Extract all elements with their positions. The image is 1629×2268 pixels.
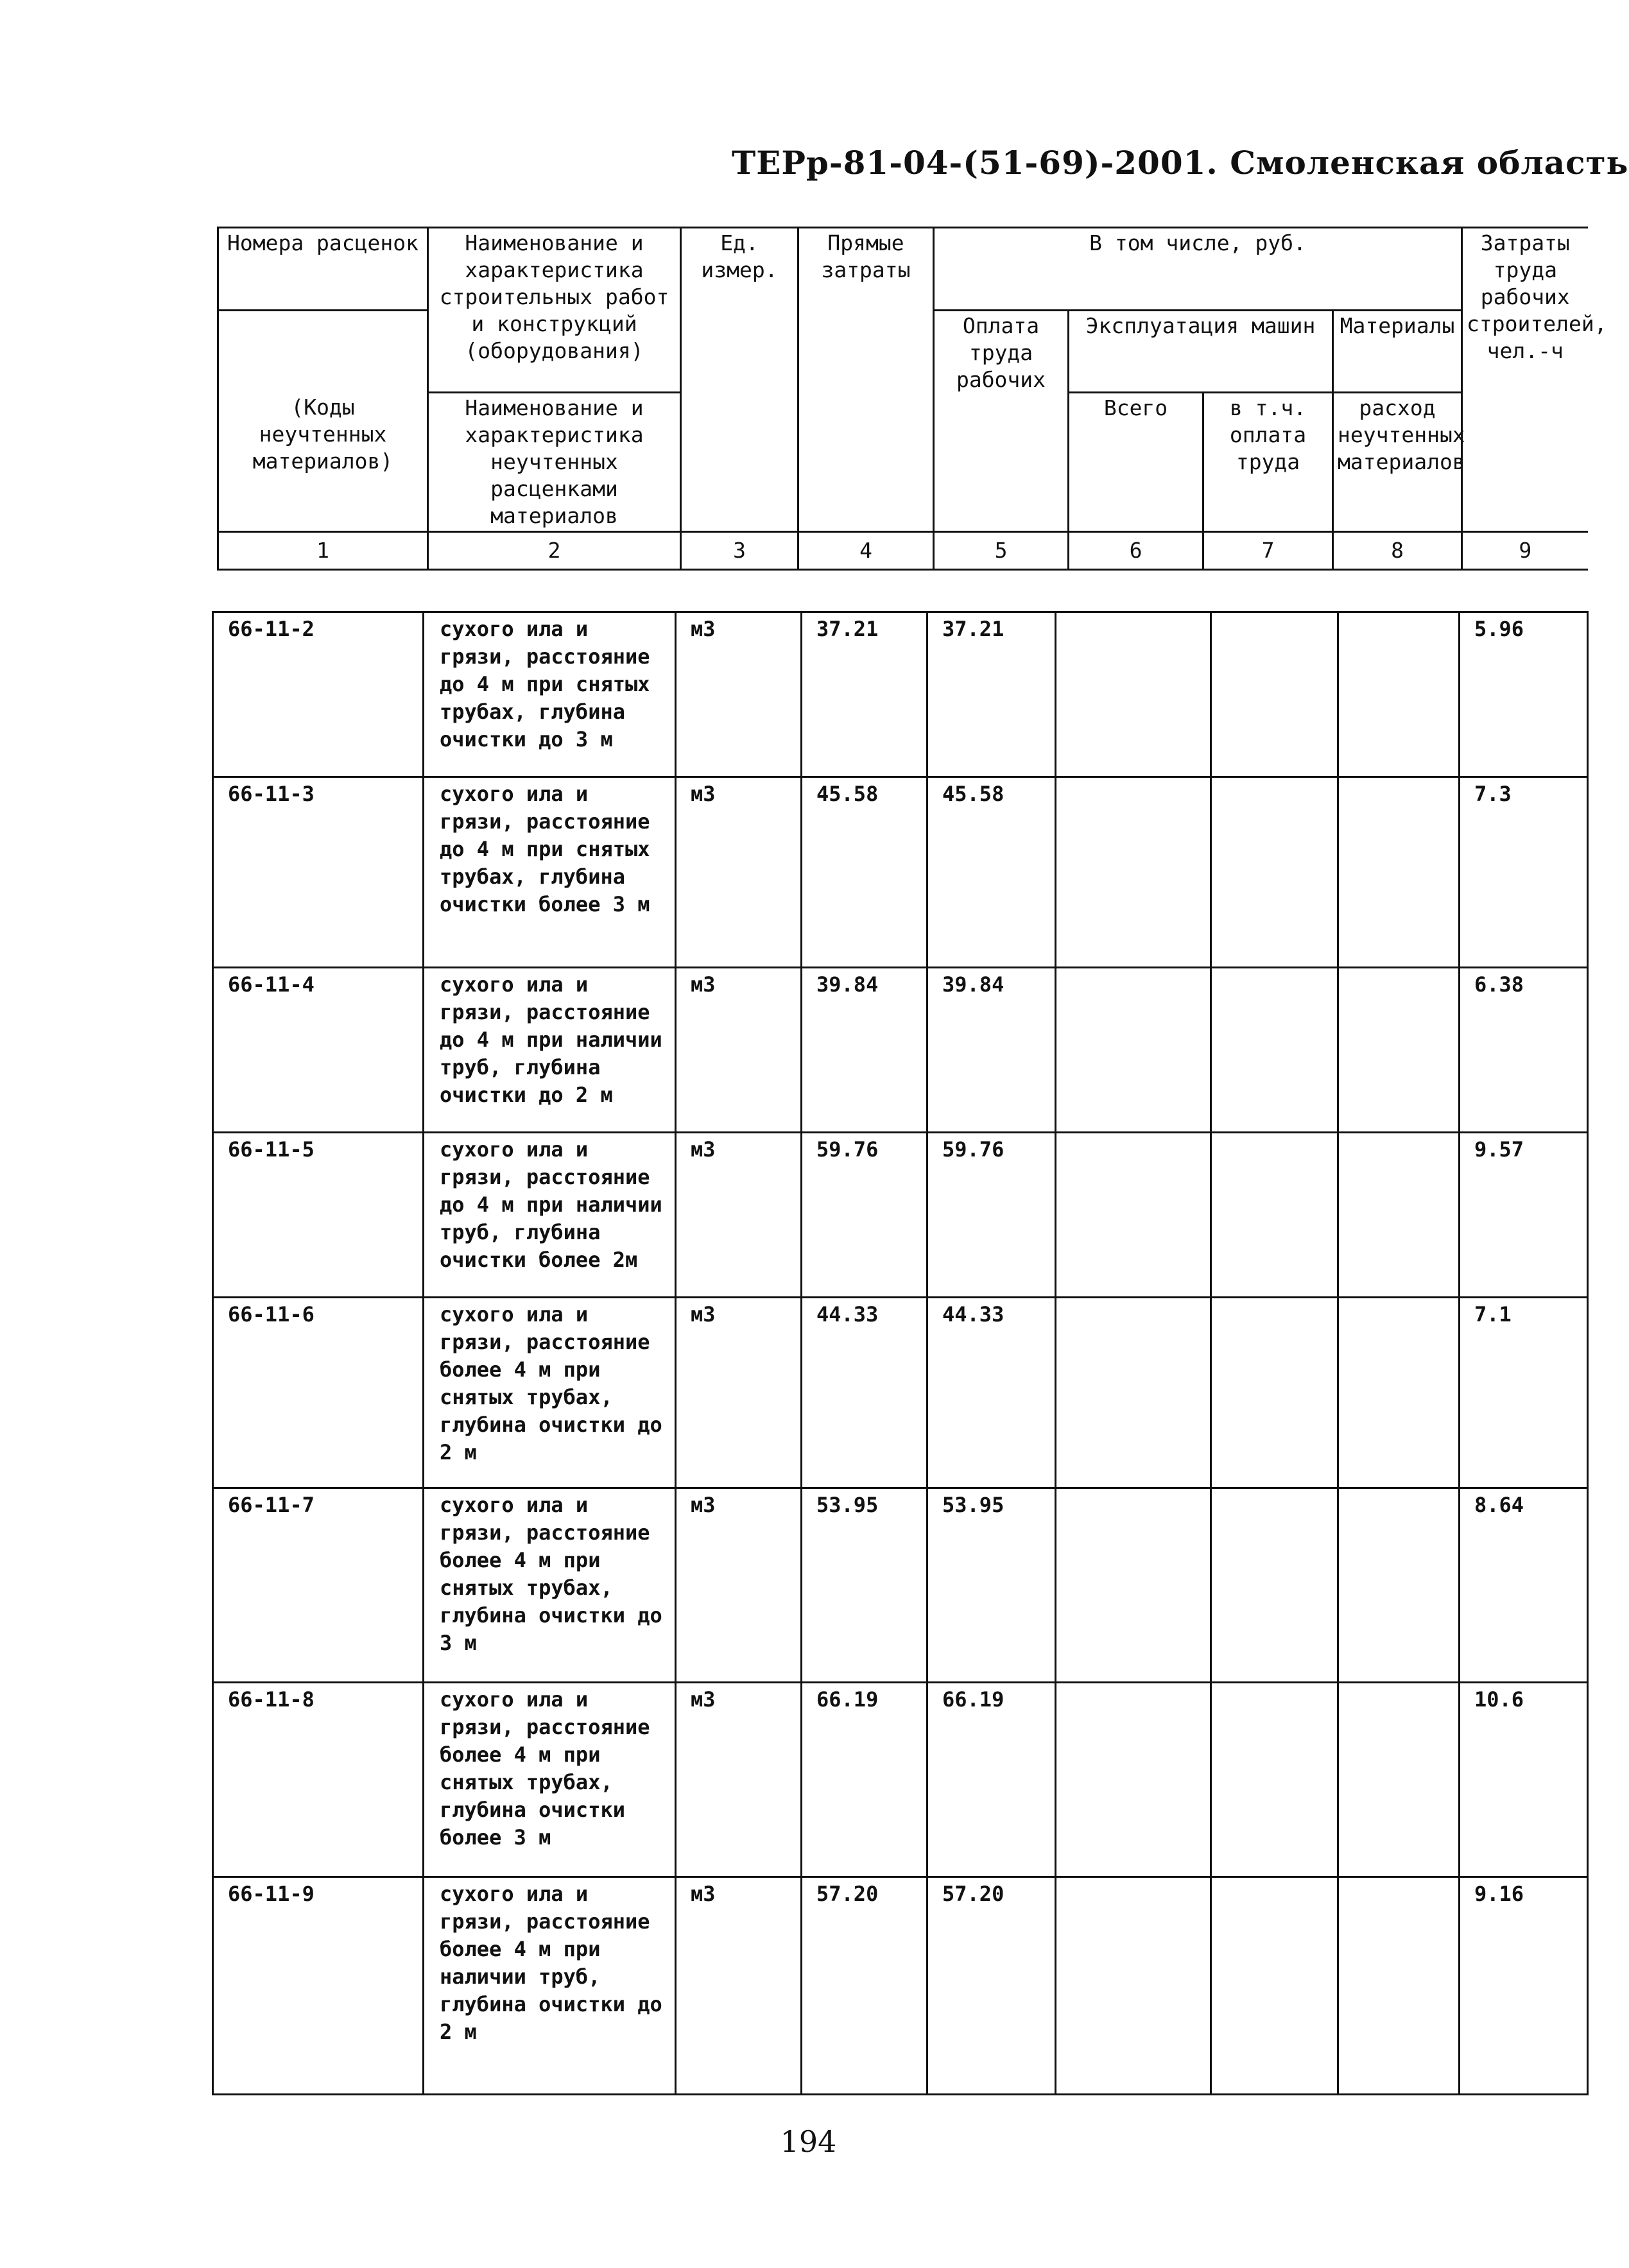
unit-of-measure: м3 bbox=[676, 968, 802, 1133]
machines-total bbox=[1056, 1683, 1211, 1877]
header-col-unaccounted-use: расход неучтенных материалов bbox=[1333, 393, 1462, 532]
machines-wage bbox=[1211, 968, 1338, 1133]
unit-of-measure: м3 bbox=[676, 612, 802, 777]
work-description: сухого ила и грязи, расстояние более 4 м при снятых трубах, глубина очистки до 3 м bbox=[424, 1488, 676, 1683]
labor-hours: 8.64 bbox=[1460, 1488, 1588, 1683]
rate-code: 66-11-7 bbox=[213, 1488, 424, 1683]
labor-wage: 37.21 bbox=[927, 612, 1056, 777]
rate-code: 66-11-9 bbox=[213, 1877, 424, 2095]
labor-wage: 44.33 bbox=[927, 1298, 1056, 1488]
machines-wage bbox=[1211, 1683, 1338, 1877]
column-number: 1 bbox=[218, 532, 428, 570]
labor-wage: 66.19 bbox=[927, 1683, 1056, 1877]
machines-total bbox=[1056, 968, 1211, 1133]
machines-wage bbox=[1211, 612, 1338, 777]
header-col-codes: (Коды неучтенных материалов) bbox=[218, 393, 428, 532]
unit-of-measure: м3 bbox=[676, 1298, 802, 1488]
header-col-machines-total: Всего bbox=[1069, 393, 1203, 532]
rate-code: 66-11-8 bbox=[213, 1683, 424, 1877]
direct-costs: 45.58 bbox=[802, 777, 927, 968]
materials bbox=[1338, 1877, 1460, 2095]
machines-wage bbox=[1211, 1133, 1338, 1298]
machines-total bbox=[1056, 612, 1211, 777]
materials bbox=[1338, 612, 1460, 777]
table-row bbox=[213, 777, 1588, 968]
direct-costs: 39.84 bbox=[802, 968, 927, 1133]
page-number: 194 bbox=[780, 2124, 837, 2159]
header-col-machines-wage: в т.ч. оплата труда bbox=[1203, 393, 1333, 532]
unit-of-measure: м3 bbox=[676, 1133, 802, 1298]
materials bbox=[1338, 968, 1460, 1133]
rate-code: 66-11-5 bbox=[213, 1133, 424, 1298]
header-table bbox=[217, 227, 1607, 571]
materials bbox=[1338, 777, 1460, 968]
labor-hours: 6.38 bbox=[1460, 968, 1588, 1133]
labor-hours: 9.16 bbox=[1460, 1877, 1588, 2095]
table-row bbox=[213, 1488, 1588, 1683]
unit-of-measure: м3 bbox=[676, 1488, 802, 1683]
labor-hours: 10.6 bbox=[1460, 1683, 1588, 1877]
table-row bbox=[213, 1133, 1588, 1298]
work-description: сухого ила и грязи, расстояние до 4 м при снятых трубах, глубина очистки более 3 м bbox=[424, 777, 676, 968]
column-number: 3 bbox=[681, 532, 798, 570]
labor-hours: 9.57 bbox=[1460, 1133, 1588, 1298]
column-number: 4 bbox=[798, 532, 934, 570]
header-col-materials: Материалы bbox=[1333, 311, 1462, 393]
machines-wage bbox=[1211, 777, 1338, 968]
materials bbox=[1338, 1683, 1460, 1877]
direct-costs: 59.76 bbox=[802, 1133, 927, 1298]
direct-costs: 37.21 bbox=[802, 612, 927, 777]
labor-wage: 53.95 bbox=[927, 1488, 1056, 1683]
direct-costs: 53.95 bbox=[802, 1488, 927, 1683]
labor-hours: 7.3 bbox=[1460, 777, 1588, 968]
rate-code: 66-11-6 bbox=[213, 1298, 424, 1488]
rate-code: 66-11-3 bbox=[213, 777, 424, 968]
header-col-labor: Затраты труда рабочих строителей, чел.-ч bbox=[1462, 228, 1588, 532]
header-col-numbers: Номера расценок bbox=[218, 228, 428, 311]
work-description: сухого ила и грязи, расстояние более 4 м при снятых трубах, глубина очистки более 3 м bbox=[424, 1683, 676, 1877]
table-row bbox=[213, 1298, 1588, 1488]
header-col-unit: Ед. измер. bbox=[681, 228, 798, 532]
machines-total bbox=[1056, 1877, 1211, 2095]
rates-table bbox=[212, 611, 1589, 2095]
labor-wage: 57.20 bbox=[927, 1877, 1056, 2095]
header-col-including: В том числе, руб. bbox=[934, 228, 1462, 311]
machines-wage bbox=[1211, 1877, 1338, 2095]
materials bbox=[1338, 1488, 1460, 1683]
header-col-codes-spacer bbox=[218, 311, 428, 393]
work-description: сухого ила и грязи, расстояние до 4 м при наличии труб, глубина очистки до 2 м bbox=[424, 968, 676, 1133]
header-col-name: Наименование и характеристика строительных работ и конструкций (оборудования) bbox=[428, 228, 681, 393]
header-col-machines: Эксплуатация машин bbox=[1069, 311, 1333, 393]
labor-hours: 7.1 bbox=[1460, 1298, 1588, 1488]
column-number: 2 bbox=[428, 532, 681, 570]
materials bbox=[1338, 1133, 1460, 1298]
machines-total bbox=[1056, 777, 1211, 968]
header-col-unaccounted-name: Наименование и характеристика неучтенных расценками материалов bbox=[428, 393, 681, 532]
machines-wage bbox=[1211, 1298, 1338, 1488]
table-row bbox=[213, 612, 1588, 777]
materials bbox=[1338, 1298, 1460, 1488]
machines-total bbox=[1056, 1133, 1211, 1298]
rate-code: 66-11-4 bbox=[213, 968, 424, 1133]
unit-of-measure: м3 bbox=[676, 1683, 802, 1877]
column-number: 7 bbox=[1203, 532, 1333, 570]
direct-costs: 44.33 bbox=[802, 1298, 927, 1488]
header-col-direct: Прямые затраты bbox=[798, 228, 934, 532]
table-row bbox=[213, 1683, 1588, 1877]
work-description: сухого ила и грязи, расстояние более 4 м при снятых трубах, глубина очистки до 2 м bbox=[424, 1298, 676, 1488]
labor-wage: 39.84 bbox=[927, 968, 1056, 1133]
column-number: 9 bbox=[1462, 532, 1588, 570]
column-number: 8 bbox=[1333, 532, 1462, 570]
column-number: 5 bbox=[934, 532, 1069, 570]
work-description: сухого ила и грязи, расстояние более 4 м при наличии труб, глубина очистки до 2 м bbox=[424, 1877, 676, 2095]
table-row bbox=[213, 968, 1588, 1133]
column-number: 6 bbox=[1069, 532, 1203, 570]
document-title: ТЕРр-81-04-(51-69)-2001. Смоленская область bbox=[732, 144, 1629, 182]
machines-wage bbox=[1211, 1488, 1338, 1683]
work-description: сухого ила и грязи, расстояние до 4 м при наличии труб, глубина очистки более 2м bbox=[424, 1133, 676, 1298]
table-row bbox=[213, 1877, 1588, 2095]
unit-of-measure: м3 bbox=[676, 777, 802, 968]
rate-code: 66-11-2 bbox=[213, 612, 424, 777]
work-description: сухого ила и грязи, расстояние до 4 м при снятых трубах, глубина очистки до 3 м bbox=[424, 612, 676, 777]
machines-total bbox=[1056, 1488, 1211, 1683]
header-col-wage: Оплата труда рабочих bbox=[934, 311, 1069, 532]
machines-total bbox=[1056, 1298, 1211, 1488]
unit-of-measure: м3 bbox=[676, 1877, 802, 2095]
direct-costs: 57.20 bbox=[802, 1877, 927, 2095]
labor-wage: 59.76 bbox=[927, 1133, 1056, 1298]
labor-wage: 45.58 bbox=[927, 777, 1056, 968]
labor-hours: 5.96 bbox=[1460, 612, 1588, 777]
direct-costs: 66.19 bbox=[802, 1683, 927, 1877]
